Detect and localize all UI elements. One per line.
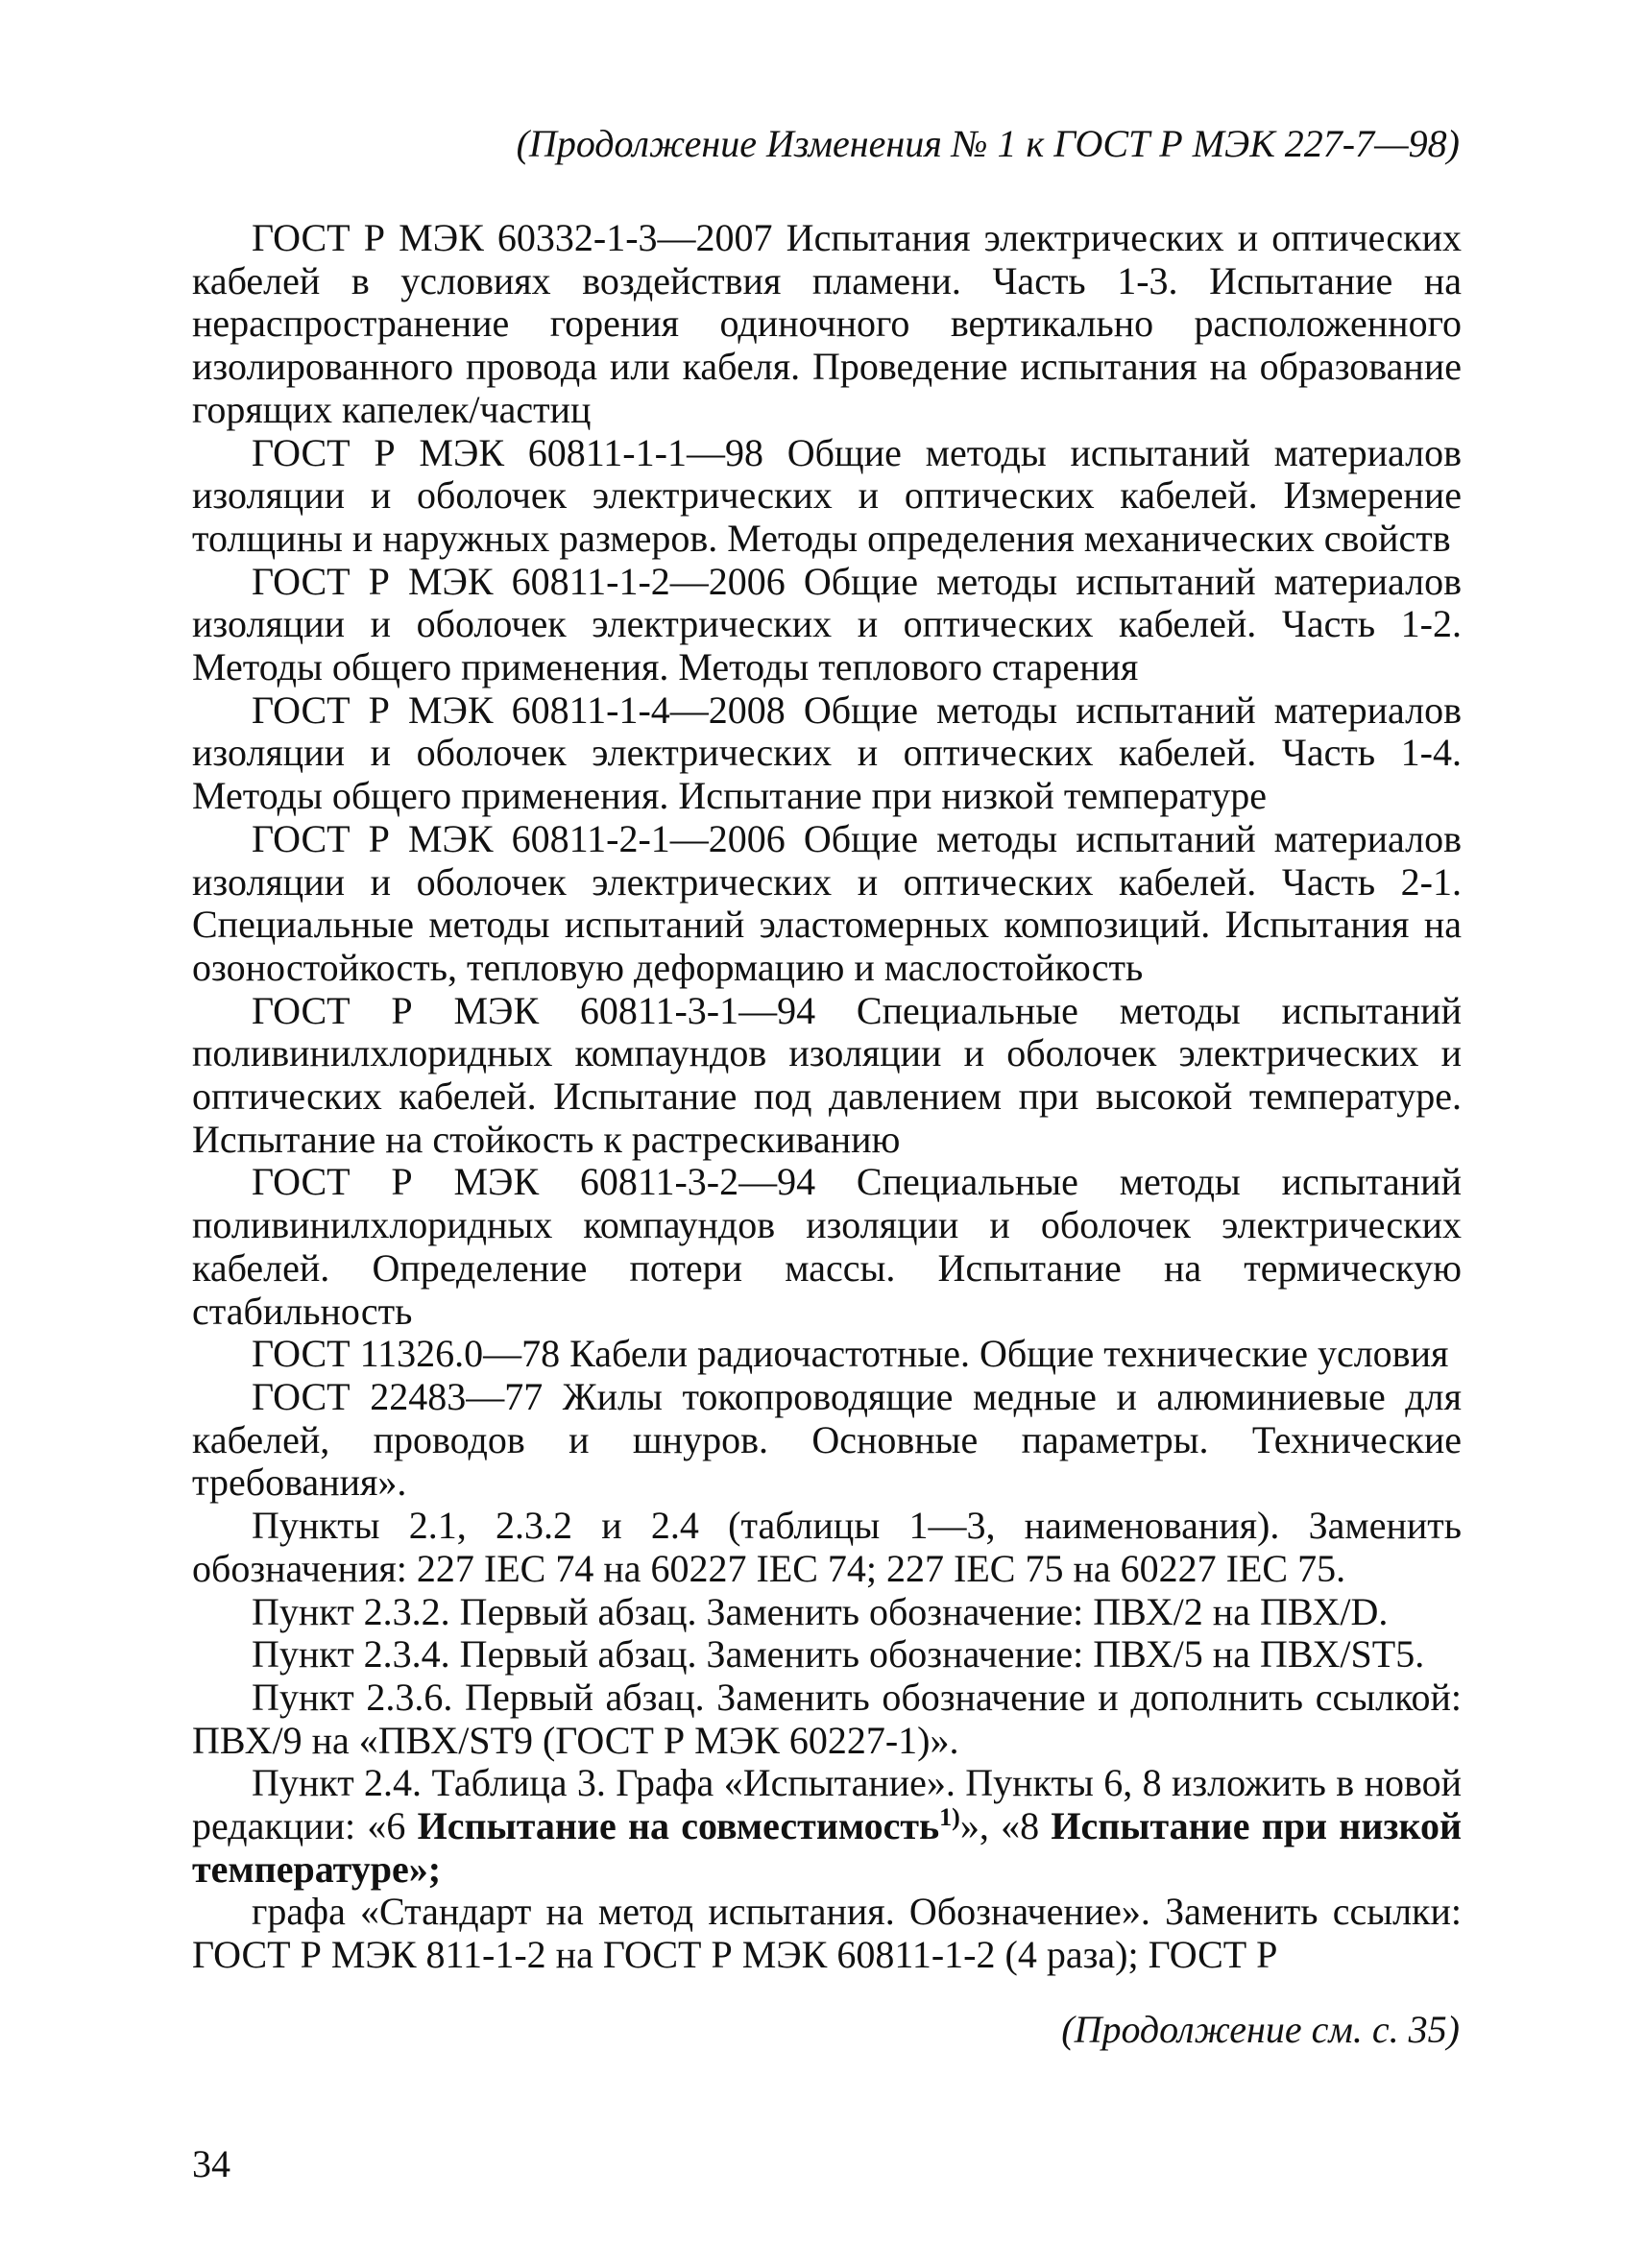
document-body xyxy=(192,217,1462,1977)
paragraph-gost-22483: ГОСТ 22483—77 Жилы токопроводящие медные и алюминиевые для кабелей, проводов и шнуров. Основные параметры. Технические требования». xyxy=(192,1374,1462,1505)
page-number: 34 xyxy=(192,2142,230,2185)
running-header: (Продолжение Изменения № 1 к ГОСТ Р МЭК 227-7—98) xyxy=(516,122,1460,165)
paragraph-clause-2-3-6: Пункт 2.3.6. Первый абзац. Заменить обозначение и дополнить ссылкой: ПВХ/9 на «ПВХ/ST9 (ГОСТ Р МЭК 60227-1)». xyxy=(192,1675,1462,1762)
clause-2-4-mid: », «8 xyxy=(959,1804,1052,1848)
paragraph-gost-11326: ГОСТ 11326.0—78 Кабели радиочастотные. Общие технические условия xyxy=(252,1332,1449,1376)
paragraph-gost-60811-1-2: ГОСТ Р МЭК 60811-1-2—2006 Общие методы испытаний материалов изоляции и оболочек электрических и оптических кабелей. Часть 1-2. Методы общего применения. Методы теплового старения xyxy=(192,559,1462,689)
paragraph-gost-60811-3-2: ГОСТ Р МЭК 60811-3-2—94 Специальные методы испытаний поливинилхлоридных компаундов изоляции и оболочек электрических кабелей. Определение потери массы. Испытание на термическую стабильность xyxy=(192,1160,1462,1333)
paragraph-gost-60811-1-4: ГОСТ Р МЭК 60811-1-4—2008 Общие методы испытаний материалов изоляции и оболочек электрических и оптических кабелей. Часть 1-4. Методы общего применения. Испытание при низкой температуре xyxy=(192,688,1462,818)
paragraph-gost-60811-3-1: ГОСТ Р МЭК 60811-3-1—94 Специальные методы испытаний поливинилхлоридных компаундов изоляции и оболочек электрических и оптических кабелей. Испытание под давлением при высокой температуре. Испытание на стойкость к растрескиванию xyxy=(192,988,1462,1161)
paragraph-clause-2-3-2: Пункт 2.3.2. Первый абзац. Заменить обозначение: ПВХ/2 на ПВХ/D. xyxy=(252,1589,1389,1633)
paragraph-gost-60811-1-1: ГОСТ Р МЭК 60811-1-1—98 Общие методы испытаний материалов изоляции и оболочек электрических и оптических кабелей. Измерение толщины и наружных размеров. Методы определения механических свойств xyxy=(192,430,1462,560)
paragraph-gost-60332-1-3: ГОСТ Р МЭК 60332-1-3—2007 Испытания электрических и оптических кабелей в условиях воздействия пламени. Часть 1-3. Испытание на нераспространение горения одиночного вертикально расположенного изолированного провода или кабеля. Проведение испытания на образование горящих капелек/частиц xyxy=(192,216,1462,431)
paragraph-gost-60811-2-1: ГОСТ Р МЭК 60811-2-1—2006 Общие методы испытаний материалов изоляции и оболочек электрических и оптических кабелей. Часть 2-1. Специальные методы испытаний эластомерных композиций. Испытания на озоностойкость, тепловую деформацию и маслостойкость xyxy=(192,816,1462,989)
clause-2-4-lead: Пункт 2.4. Таблица 3. Графа «Испытание». Пункты 6, 8 изложить в новой редакции: «6 xyxy=(192,1761,1462,1848)
paragraph-column-standard: графа «Стандарт на метод испытания. Обозначение». Заменить ссылки: ГОСТ Р МЭК 811-1-2 на ГОСТ Р МЭК 60811-1-2 (4 раза); ГОСТ Р xyxy=(192,1890,1462,1977)
footnote-marker: 1) xyxy=(939,1803,960,1832)
paragraph-clauses-2-1: Пункты 2.1, 2.3.2 и 2.4 (таблицы 1—3, наименования). Заменить обозначения: 227 IEC 74 на 60227 IEC 74; 227 IEC 75 на 60227 IEC 75. xyxy=(192,1504,1462,1590)
paragraph-clause-2-3-4: Пункт 2.3.4. Первый абзац. Заменить обозначение: ПВХ/5 на ПВХ/ST5. xyxy=(252,1632,1425,1677)
continuation-note: (Продолжение см. с. 35) xyxy=(1061,2008,1460,2051)
clause-2-4-bold-low-temperature: Испытание при низкой температуре»; xyxy=(192,1804,1463,1891)
clause-2-4-bold-compatibility: Испытание на совместимость xyxy=(417,1804,940,1848)
paragraph-clause-2-4 xyxy=(192,1762,1462,1891)
